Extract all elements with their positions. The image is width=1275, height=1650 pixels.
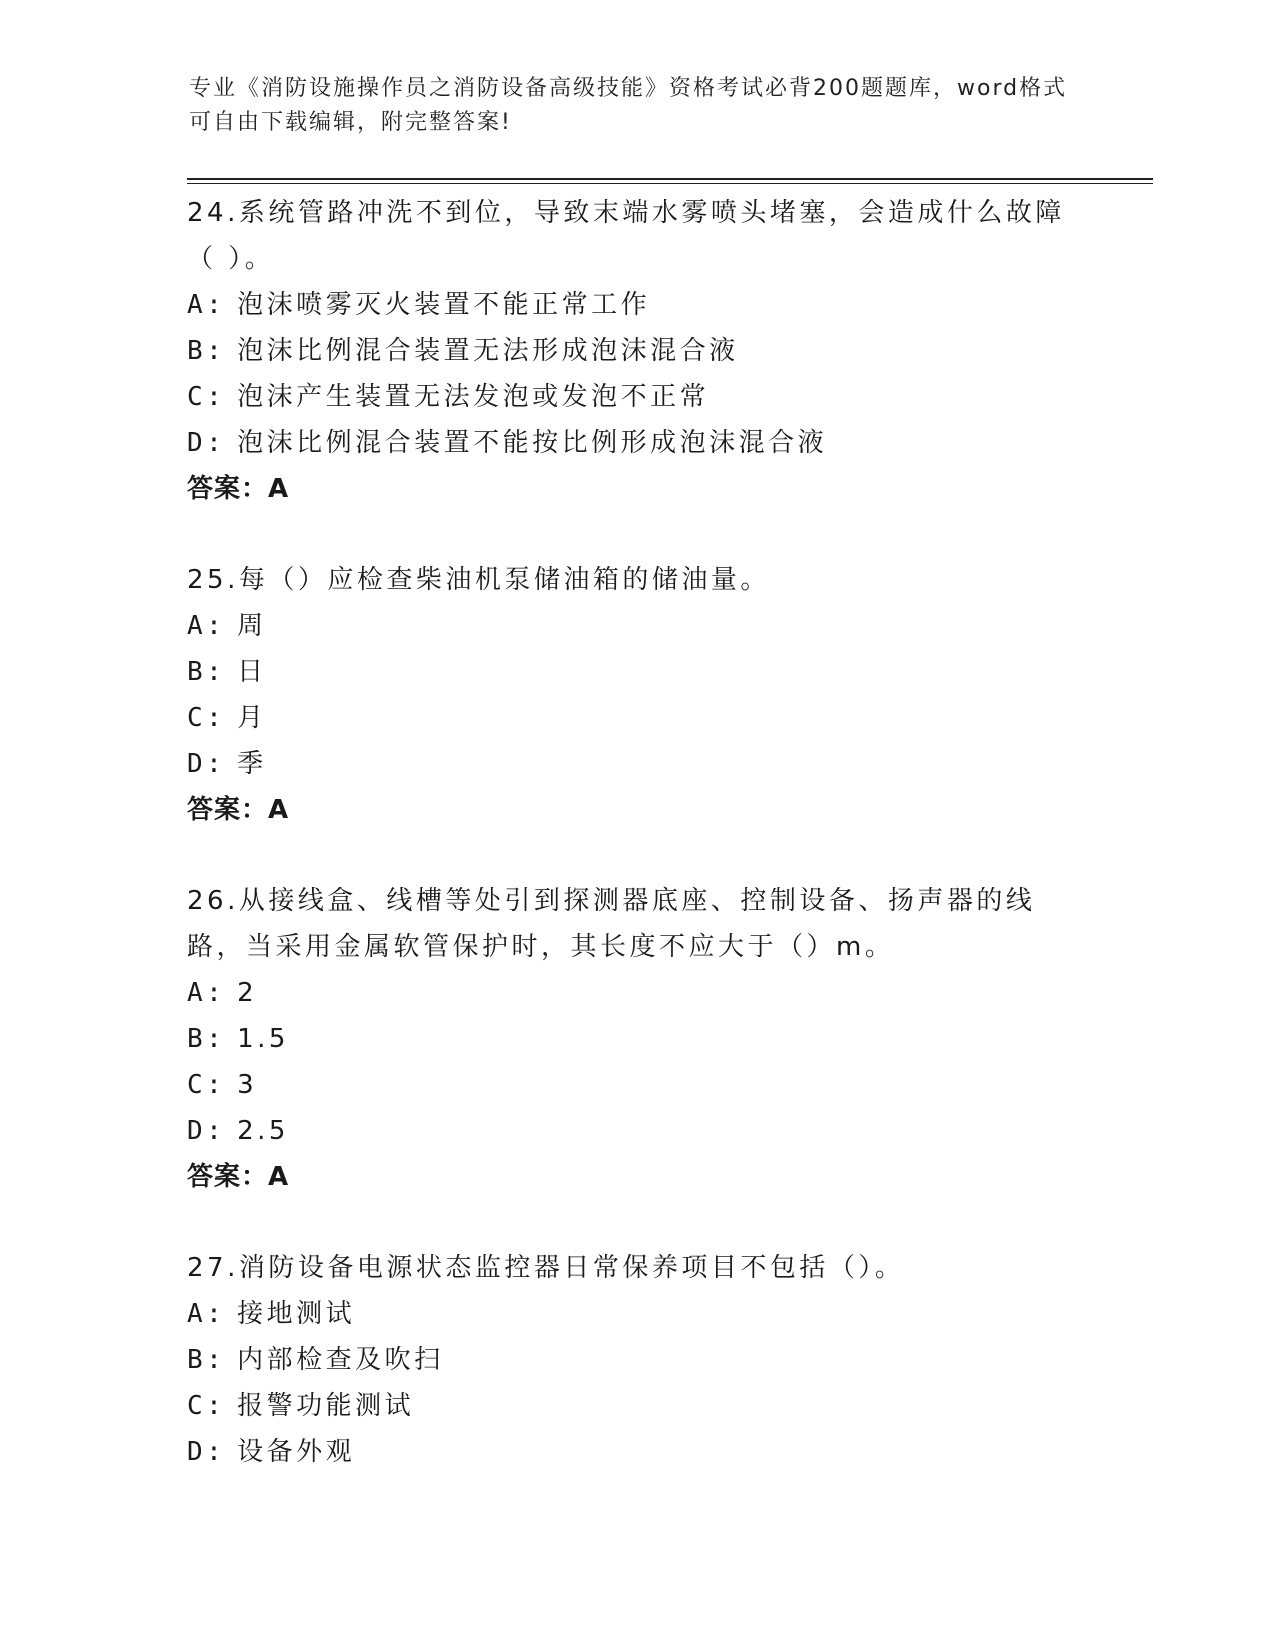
option-c	[187, 1383, 1087, 1429]
option-letter: C:	[187, 703, 226, 733]
option-text: 泡沫比例混合装置无法形成泡沫混合液	[237, 336, 739, 366]
option-letter: C:	[187, 1070, 226, 1100]
option-letter: C:	[187, 382, 226, 412]
option-text: 周	[237, 611, 267, 641]
option-a	[187, 603, 1087, 649]
option-b	[187, 1016, 1087, 1062]
question-24	[187, 190, 1087, 512]
option-a	[187, 282, 1087, 328]
option-text: 内部检查及吹扫	[237, 1345, 444, 1375]
option-letter: B:	[187, 1024, 226, 1054]
option-letter: B:	[187, 657, 226, 687]
question-stem: 27.消防设备电源状态监控器日常保养项目不包括（）。	[187, 1253, 905, 1283]
option-text: 泡沫产生装置无法发泡或发泡不正常	[237, 382, 710, 412]
option-b	[187, 1337, 1087, 1383]
option-text: 2.5	[237, 1116, 289, 1146]
header-rule-thick	[187, 178, 1153, 180]
header-rule-thin	[187, 183, 1153, 184]
question-stem: 24.系统管路冲洗不到位，导致末端水雾喷头堵塞，会造成什么故障（ ）。	[187, 198, 1065, 274]
option-b	[187, 328, 1087, 374]
option-d	[187, 420, 1087, 466]
option-c	[187, 374, 1087, 420]
option-d	[187, 741, 1087, 787]
option-letter: D:	[187, 1437, 226, 1467]
question-26	[187, 878, 1087, 1200]
question-stem: 26.从接线盒、线槽等处引到探测器底座、控制设备、扬声器的线路，当采用金属软管保护时，其长度不应大于（）m。	[187, 886, 1036, 962]
option-text: 3	[237, 1070, 258, 1100]
answer-line: 答案：A	[187, 795, 290, 825]
question-27	[187, 1245, 1087, 1475]
option-text: 日	[237, 657, 267, 687]
option-c	[187, 1062, 1087, 1108]
option-letter: A:	[187, 290, 226, 320]
option-text: 报警功能测试	[237, 1391, 415, 1421]
question-25	[187, 557, 1087, 833]
option-letter: A:	[187, 611, 226, 641]
option-letter: C:	[187, 1391, 226, 1421]
answer-line: 答案：A	[187, 1162, 290, 1192]
option-a	[187, 1291, 1087, 1337]
option-text: 1.5	[237, 1024, 289, 1054]
option-text: 2	[237, 978, 258, 1008]
option-text: 泡沫比例混合装置不能按比例形成泡沫混合液	[237, 428, 828, 458]
option-text: 泡沫喷雾灭火装置不能正常工作	[237, 290, 651, 320]
option-letter: D:	[187, 1116, 226, 1146]
option-letter: A:	[187, 1299, 226, 1329]
option-letter: B:	[187, 1345, 226, 1375]
option-a	[187, 970, 1087, 1016]
option-text: 季	[237, 749, 267, 779]
option-text: 接地测试	[237, 1299, 356, 1329]
option-d	[187, 1108, 1087, 1154]
option-text: 月	[237, 703, 267, 733]
option-c	[187, 695, 1087, 741]
question-stem: 25.每（）应检查柴油机泵储油箱的储油量。	[187, 565, 770, 595]
question-list	[187, 190, 1087, 1520]
option-text: 设备外观	[237, 1437, 356, 1467]
option-letter: D:	[187, 428, 226, 458]
option-b	[187, 649, 1087, 695]
option-letter: A:	[187, 978, 226, 1008]
option-letter: D:	[187, 749, 226, 779]
option-d	[187, 1429, 1087, 1475]
option-letter: B:	[187, 336, 226, 366]
answer-line: 答案：A	[187, 474, 290, 504]
document-header: 专业《消防设施操作员之消防设备高级技能》资格考试必背200题题库，word格式可自由下载编辑，附完整答案!	[189, 76, 1068, 135]
